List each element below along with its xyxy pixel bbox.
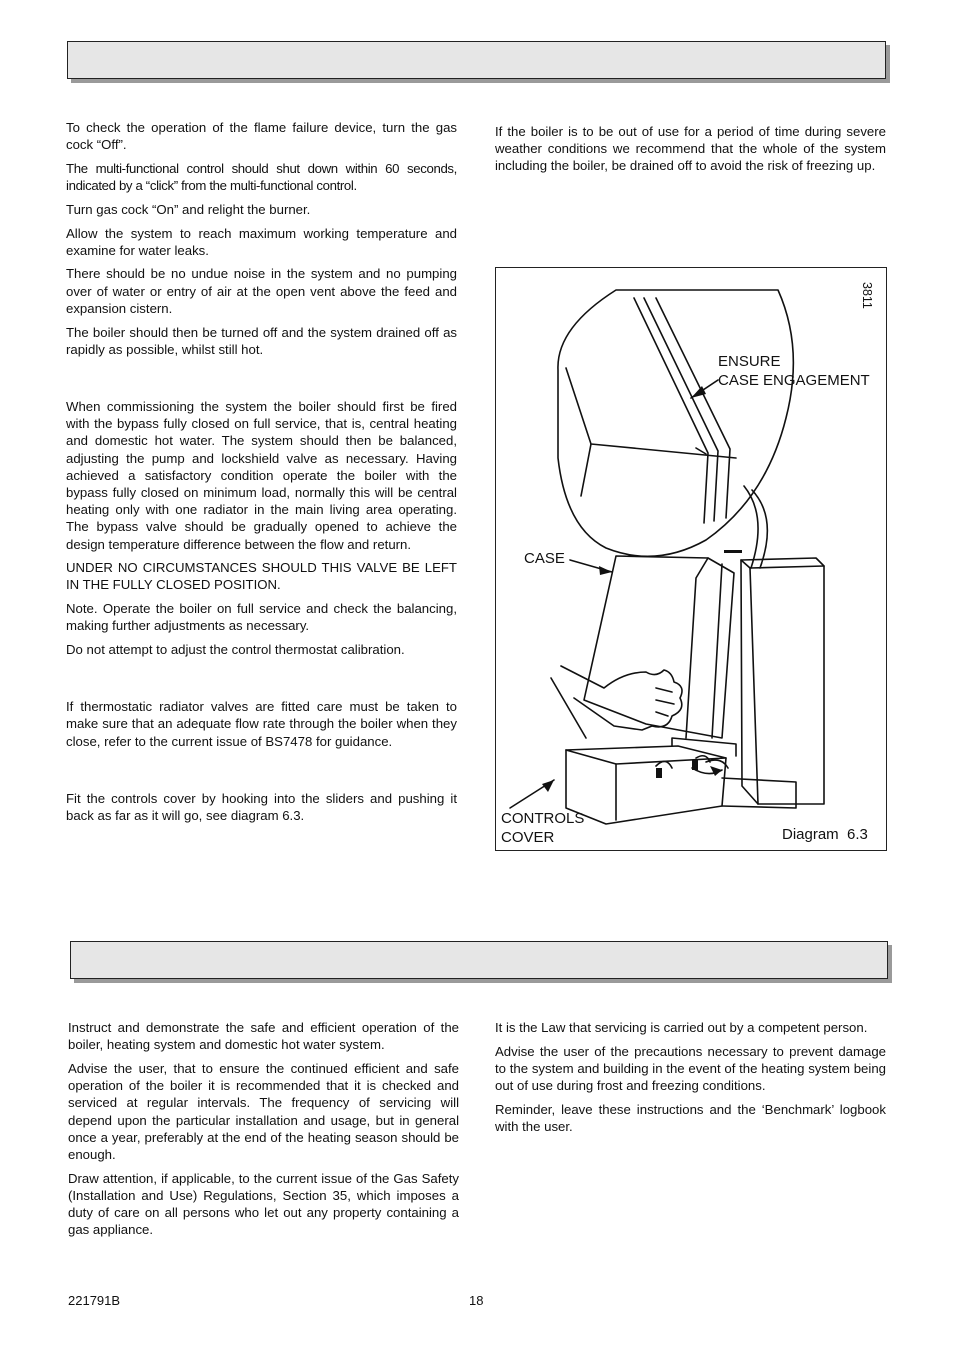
section-header-bar-bottom	[70, 941, 888, 979]
paragraph: UNDER NO CIRCUMSTANCES SHOULD THIS VALVE BE LEFT IN THE FULLY CLOSED POSITION.	[66, 560, 457, 593]
right-column-top	[495, 123, 886, 181]
paragraph: Turn gas cock “On” and relight the burner.	[66, 201, 311, 217]
paragraph: Do not attempt to adjust the control thermostat calibration.	[66, 642, 405, 658]
section-header-bar-top	[67, 41, 886, 79]
left-column-bottom	[68, 1019, 459, 1245]
page-number: 18	[469, 1293, 484, 1308]
paragraph: Reminder, leave these instructions and the ‘Benchmark’ logbook with the user.	[495, 1101, 886, 1135]
paragraph: If the boiler is to be out of use for a period of time during severe weather conditions we recommend that the whole of the system including the boiler, be drained off to avoid the risk of freezing up.	[495, 124, 886, 174]
right-column-bottom	[495, 1019, 886, 1142]
diagram-6-3	[495, 267, 887, 851]
label-cover: COVER	[501, 829, 555, 846]
diagram-reference-number: 3811	[860, 282, 874, 309]
paragraph: The boiler should then be turned off and the system drained off as rapidly as possible, whilst still hot.	[66, 324, 457, 357]
document-number: 221791B	[68, 1293, 121, 1308]
left-column-top	[66, 119, 457, 831]
paragraph: To check the operation of the flame failure device, turn the gas cock “Off”.	[66, 120, 457, 153]
label-ensure: ENSURE	[718, 353, 781, 370]
paragraph: When commissioning the system the boiler should first be fired with the bypass fully closed on full service, that is, central heating and domestic hot water. The system should then be balanced, adjusting the pump and lockshield valve as necessary. Having achieved a satisfactory condition operate the boiler with the bypass fully closed on minimum load, normally this will be central heating only with one radiator in the main living area operating. The bypass valve should be gradually opened to achieve the design temperature difference between the flow and return.	[66, 398, 457, 552]
paragraph: Advise the user of the precautions necessary to prevent damage to the system and building in the event of the heating system being out of use during frost and freezing conditions.	[495, 1043, 886, 1094]
paragraph: There should be no undue noise in the system and no pumping over of water or entry of air at the open vent above the feed and expansion cistern.	[66, 266, 457, 316]
paragraph: It is the Law that servicing is carried out by a competent person.	[495, 1020, 868, 1035]
paragraph: Allow the system to reach maximum working temperature and examine for water leaks.	[66, 225, 457, 258]
label-case: CASE	[524, 550, 565, 567]
paragraph: The multi-functional control should shut down within 60 seconds, indicated by a “click” from the multi-functional control.	[66, 160, 457, 194]
paragraph: Instruct and demonstrate the safe and efficient operation of the boiler, heating system and domestic hot water system.	[68, 1020, 459, 1053]
label-case-engagement: CASE ENGAGEMENT	[718, 372, 870, 389]
paragraph: Fit the controls cover by hooking into the sliders and pushing it back as far as it will go, see diagram 6.3.	[66, 790, 457, 824]
label-controls: CONTROLS	[501, 810, 585, 827]
paragraph: Advise the user, that to ensure the continued efficient and safe operation of the boiler it is recommended that it is checked and serviced at regular intervals. The frequency of servicing will depend upon the particular installation and usage, but in general once a year, preferably at the end of the heating season should be enough.	[68, 1060, 459, 1162]
paragraph: Draw attention, if applicable, to the current issue of the Gas Safety (Installation and Use) Regulations, Section 35, which imposes a duty of care on all persons who let out any property containing a gas appliance.	[68, 1170, 459, 1238]
diagram-caption: Diagram 6.3	[782, 826, 868, 843]
paragraph: Note. Operate the boiler on full service and check the balancing, making further adjustments as necessary.	[66, 601, 457, 634]
paragraph: If thermostatic radiator valves are fitted care must be taken to make sure that an adequate flow rate through the boiler when they close, refer to the current issue of BS7478 for guidance.	[66, 699, 457, 749]
